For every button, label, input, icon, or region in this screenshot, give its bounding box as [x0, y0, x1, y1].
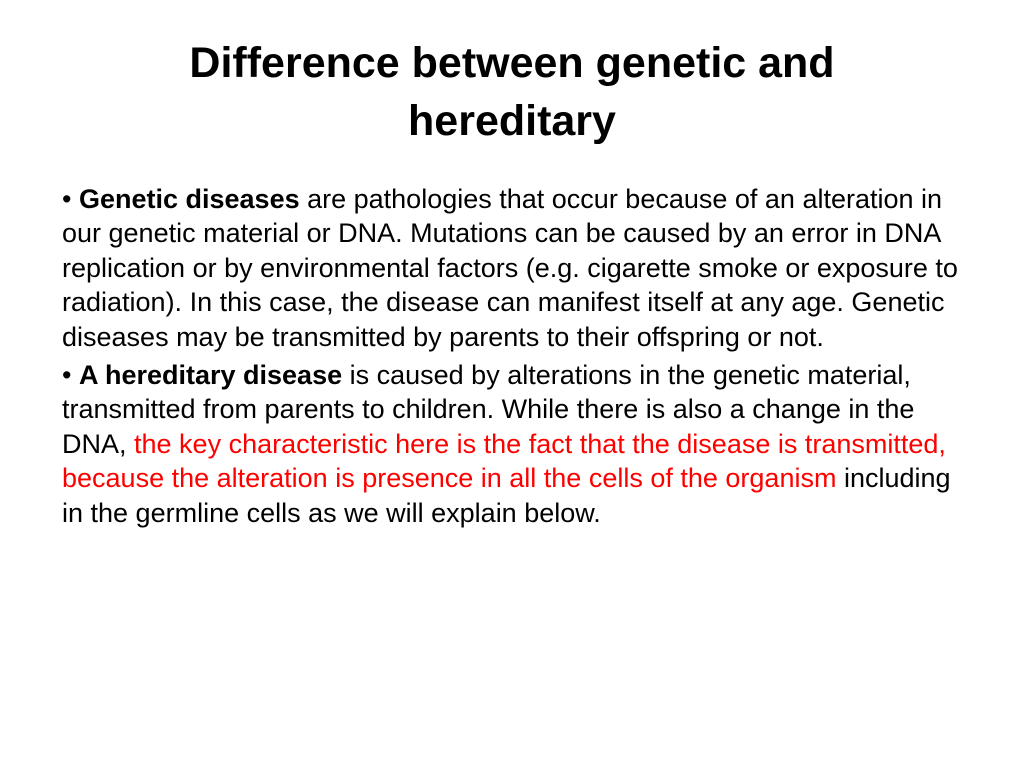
hereditary-disease-text-end: including in the germline cells as we will explain below.: [62, 463, 951, 528]
hereditary-disease-highlight: the key characteristic here is the fact that the disease is transmitted, because the alteration is presence in all the cells of the organism: [62, 428, 946, 494]
slide-title: Difference between genetic and hereditary: [189, 39, 835, 145]
genetic-diseases-text: are pathologies that occur because of an alteration in our genetic material or DNA. Mutations can be caused by an error in DNA replication or by environmental factors (e.g. cigarette smoke or exposure to radiation). In this case, the disease can manifest itself at any age. Genetic diseases may be transmitted by parents to their offspring or not.: [62, 184, 958, 352]
bullet-icon: •: [62, 184, 72, 214]
bullet-icon: •: [62, 360, 72, 391]
slide-body: [62, 182, 962, 534]
hereditary-disease-term: A hereditary disease: [78, 360, 343, 391]
bullet-hereditary-disease: [62, 358, 962, 530]
genetic-diseases-term: Genetic diseases: [78, 184, 300, 214]
hereditary-disease-text: is caused by alterations in the genetic material, transmitted from parents to children. While there is also a change in the DNA,: [62, 360, 915, 459]
bullet-genetic-diseases: [62, 182, 962, 354]
